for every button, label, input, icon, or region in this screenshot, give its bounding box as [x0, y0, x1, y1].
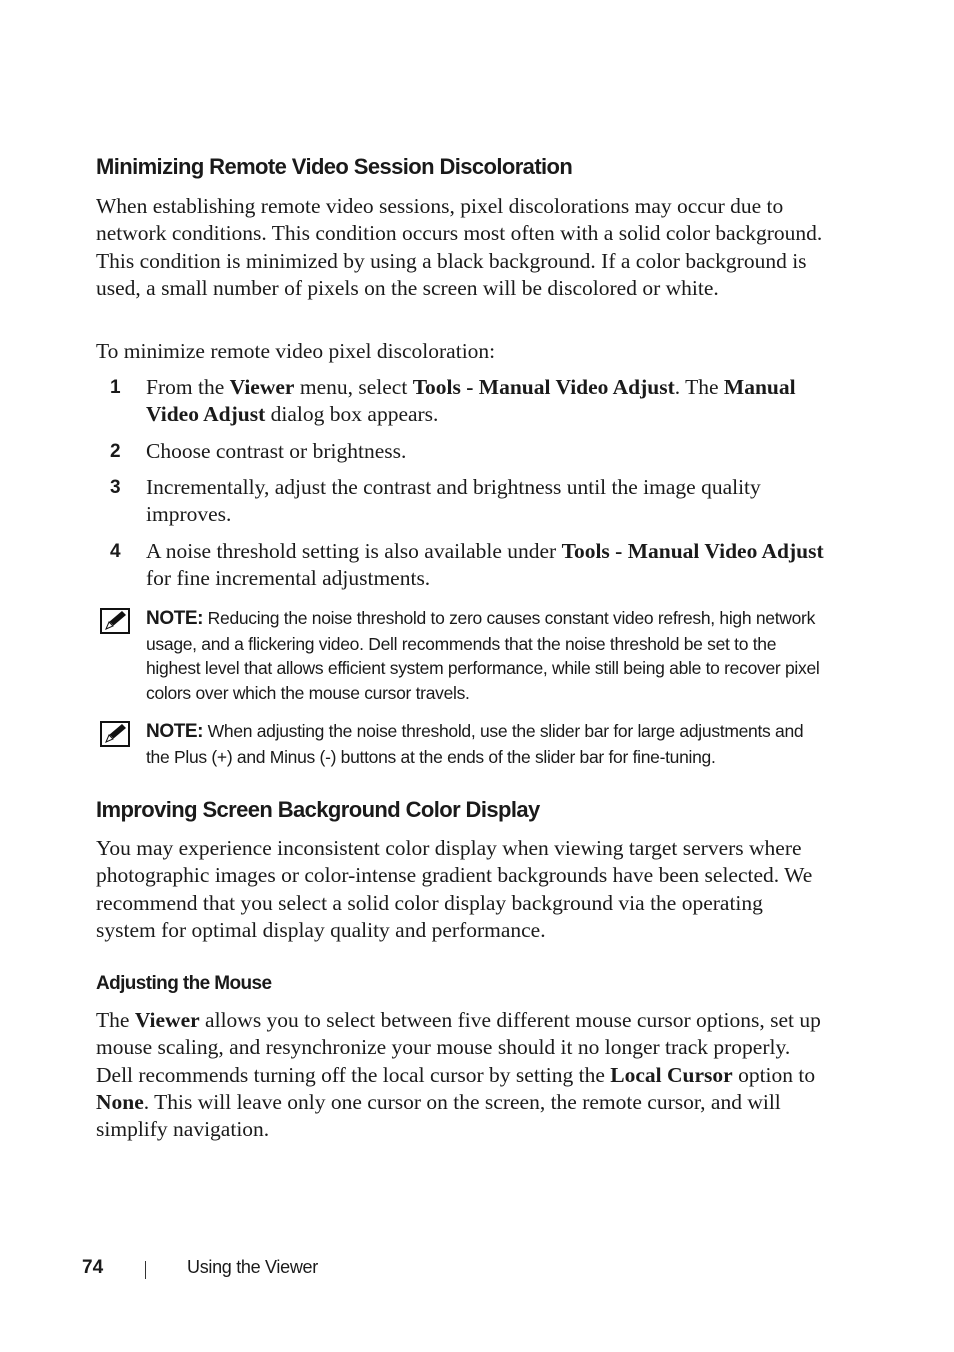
step-text: From the Viewer menu, select Tools - Manual Video Adjust. The Manual Video Adjust dialog box appears. — [146, 375, 796, 427]
section-heading-background-color: Improving Screen Background Color Display — [96, 797, 540, 822]
note-noise-threshold-zero — [96, 606, 826, 706]
none-option-ref: None — [96, 1089, 144, 1114]
viewer-menu-ref: Viewer — [229, 375, 295, 399]
step-text: Incrementally, adjust the contrast and brightness until the image quality improves. — [146, 475, 761, 527]
tools-manual-video-adjust-ref: Tools - Manual Video Adjust — [412, 375, 675, 399]
step-number: 1 — [110, 377, 121, 398]
tools-manual-video-adjust-ref: Tools - Manual Video Adjust — [561, 539, 824, 563]
background-color-paragraph: You may experience inconsistent color display when viewing target servers where photographic images or color-intense gradient backgrounds have been selected. We recommend that you select a solid color display background via the operating system for optimal display quality and performance. — [96, 836, 813, 942]
note-pencil-icon — [100, 608, 130, 634]
step-number: 2 — [110, 441, 121, 462]
step-item-1 — [96, 374, 826, 429]
page-number: 74 — [82, 1257, 104, 1278]
footer-divider — [145, 1261, 146, 1279]
note-label: NOTE: — [146, 721, 204, 742]
step-item-2 — [96, 438, 826, 465]
step-text: Choose contrast or brightness. — [146, 439, 407, 463]
note-pencil-icon — [100, 721, 130, 747]
note-text: NOTE: Reducing the noise threshold to zero causes constant video refresh, high network usage, and a flickering video. Dell recommends that the noise threshold be set to the highest level that allows efficient system performance, while still being able to recover pixel colors over which the mouse cursor travels. — [146, 608, 820, 704]
chapter-title: Using the Viewer — [187, 1257, 318, 1277]
step-text: A noise threshold setting is also available under Tools - Manual Video Adjust for fine incremental adjustments. — [146, 539, 824, 591]
manual-video-adjust-dialog-ref: Manual Video Adjust — [146, 375, 796, 427]
note-slider-bar — [96, 719, 826, 769]
step-item-4 — [96, 538, 826, 593]
step-number: 3 — [110, 477, 121, 498]
section-heading-minimizing-discoloration: Minimizing Remote Video Session Discoloration — [96, 154, 573, 179]
viewer-ref: Viewer — [134, 1008, 200, 1032]
note-text: NOTE: When adjusting the noise threshold, use the slider bar for large adjustments and the Plus (+) and Minus (-) buttons at the ends of the slider bar for fine-tuning. — [146, 721, 804, 767]
intro-paragraph: When establishing remote video sessions, pixel discolorations may occur due to network conditions. This condition occurs most often with a solid color background. This condition is minimized by using a black background. If a color background is used, a small number of pixels on the screen will be discolored or white. — [96, 194, 823, 300]
note-label: NOTE: — [146, 608, 204, 629]
section-heading-adjusting-mouse: Adjusting the Mouse — [96, 973, 272, 994]
step-number: 4 — [110, 541, 121, 562]
local-cursor-ref: Local Cursor — [610, 1062, 733, 1087]
step-item-3 — [96, 474, 826, 529]
steps-intro-paragraph: To minimize remote video pixel discoloration: — [96, 339, 496, 363]
adjusting-mouse-paragraph: The Viewer allows you to select between five different mouse cursor options, set up mouse scaling, and resynchronize your mouse should it no longer track properly. Dell recommends turning off the local cursor by setting the Local Cursor option to None. This will leave only one cursor on the screen, the remote cursor, and will simplify navigation. — [96, 1008, 821, 1142]
